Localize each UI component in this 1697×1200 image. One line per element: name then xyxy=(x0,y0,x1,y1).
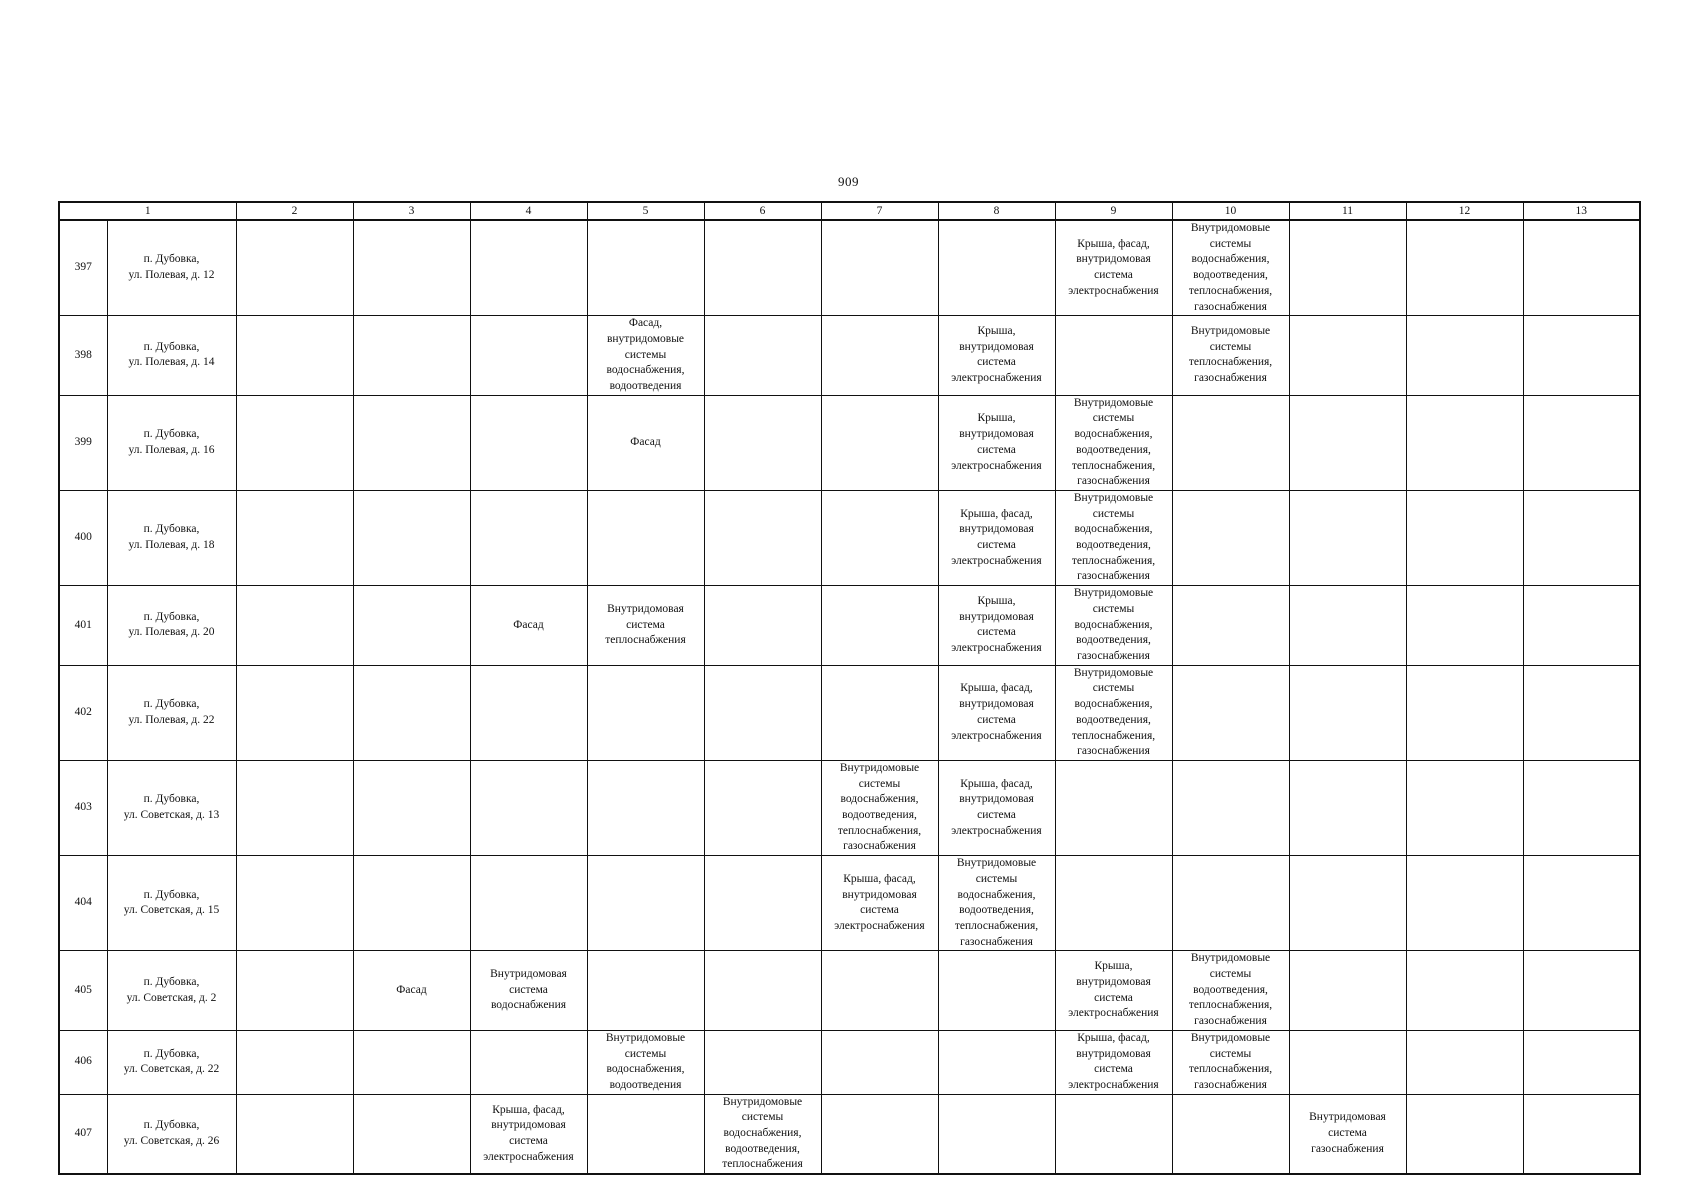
address-cell: п. Дубовка, ул. Полевая, д. 14 xyxy=(107,316,236,396)
work-cell xyxy=(821,220,938,316)
work-cell xyxy=(1523,586,1640,666)
work-cell: Внутридомовые системы водоснабжения, водоотведения, теплоснабжения, газоснабжения xyxy=(938,856,1055,951)
work-cell: Крыша, фасад, внутридомовая система электроснабжения xyxy=(938,760,1055,855)
work-cell xyxy=(821,1094,938,1174)
work-cell xyxy=(1523,490,1640,585)
row-number: 403 xyxy=(59,760,107,855)
work-cell xyxy=(1289,951,1406,1031)
work-cell: Внутридомовые системы водоснабжения, водоотведения, газоснабжения xyxy=(1055,586,1172,666)
row-number: 397 xyxy=(59,220,107,316)
work-cell: Крыша, внутридомовая система электроснабжения xyxy=(938,316,1055,396)
work-cell xyxy=(353,665,470,760)
work-cell xyxy=(704,490,821,585)
work-cell xyxy=(1523,316,1640,396)
work-cell xyxy=(1406,951,1523,1031)
table-row xyxy=(59,760,1640,855)
work-cell xyxy=(1289,1030,1406,1094)
work-cell xyxy=(236,586,353,666)
work-cell xyxy=(1172,586,1289,666)
address-cell: п. Дубовка, ул. Полевая, д. 20 xyxy=(107,586,236,666)
column-header: 7 xyxy=(821,202,938,220)
work-cell xyxy=(587,1094,704,1174)
work-cell xyxy=(1406,856,1523,951)
table-row xyxy=(59,316,1640,396)
column-header: 2 xyxy=(236,202,353,220)
work-cell xyxy=(821,395,938,490)
work-cell xyxy=(236,665,353,760)
work-cell xyxy=(1523,856,1640,951)
work-cell xyxy=(938,220,1055,316)
work-cell xyxy=(1406,316,1523,396)
work-cell xyxy=(353,1030,470,1094)
work-cell xyxy=(1055,316,1172,396)
work-cell: Крыша, внутридомовая система электроснабжения xyxy=(1055,951,1172,1031)
work-cell xyxy=(1289,856,1406,951)
address-cell: п. Дубовка, ул. Полевая, д. 18 xyxy=(107,490,236,585)
row-number: 398 xyxy=(59,316,107,396)
work-cell: Крыша, фасад, внутридомовая система электроснабжения xyxy=(938,665,1055,760)
work-cell xyxy=(353,760,470,855)
work-cell xyxy=(1289,665,1406,760)
work-cell xyxy=(1172,490,1289,585)
work-cell xyxy=(1523,951,1640,1031)
row-number: 405 xyxy=(59,951,107,1031)
column-header: 9 xyxy=(1055,202,1172,220)
column-header: 8 xyxy=(938,202,1055,220)
page-number: 909 xyxy=(838,174,859,189)
table-body xyxy=(59,202,1640,1174)
work-cell: Внутридомовые системы водоснабжения, водоотведения, теплоснабжения, газоснабжения xyxy=(821,760,938,855)
address-cell: п. Дубовка, ул. Советская, д. 22 xyxy=(107,1030,236,1094)
work-cell: Фасад xyxy=(353,951,470,1031)
table-row xyxy=(59,856,1640,951)
work-cell xyxy=(1523,665,1640,760)
work-cell xyxy=(1523,220,1640,316)
work-cell xyxy=(470,1030,587,1094)
work-cell xyxy=(704,665,821,760)
work-cell xyxy=(353,586,470,666)
work-cell: Внутридомовая система газоснабжения xyxy=(1289,1094,1406,1174)
work-cell: Внутридомовые системы водоснабжения, водоотведения, теплоснабжения, газоснабжения xyxy=(1172,220,1289,316)
column-header: 13 xyxy=(1523,202,1640,220)
work-cell xyxy=(1289,316,1406,396)
work-cell xyxy=(1523,760,1640,855)
work-cell xyxy=(1289,490,1406,585)
work-cell xyxy=(353,316,470,396)
column-header: 3 xyxy=(353,202,470,220)
work-cell xyxy=(1289,760,1406,855)
work-cell xyxy=(821,316,938,396)
work-cell xyxy=(236,856,353,951)
work-cell xyxy=(1523,395,1640,490)
table-row xyxy=(59,665,1640,760)
work-cell: Крыша, фасад, внутридомовая система электроснабжения xyxy=(1055,220,1172,316)
table-row xyxy=(59,395,1640,490)
work-cell: Крыша, фасад, внутридомовая система электроснабжения xyxy=(470,1094,587,1174)
work-cell: Внутридомовая система теплоснабжения xyxy=(587,586,704,666)
table-row xyxy=(59,490,1640,585)
work-cell xyxy=(236,490,353,585)
work-cell xyxy=(587,220,704,316)
work-cell xyxy=(236,316,353,396)
work-cell xyxy=(1172,856,1289,951)
row-number: 400 xyxy=(59,490,107,585)
work-cell xyxy=(704,220,821,316)
work-cell xyxy=(1289,586,1406,666)
work-cell xyxy=(470,316,587,396)
work-cell xyxy=(353,856,470,951)
work-cell xyxy=(704,316,821,396)
work-cell xyxy=(704,395,821,490)
header-row xyxy=(59,202,1640,220)
work-cell xyxy=(704,760,821,855)
work-cell xyxy=(821,490,938,585)
work-cell xyxy=(236,1030,353,1094)
work-cell xyxy=(1523,1094,1640,1174)
work-cell xyxy=(1055,1094,1172,1174)
work-cell: Фасад xyxy=(470,586,587,666)
column-header: 10 xyxy=(1172,202,1289,220)
column-header: 1 xyxy=(59,202,236,220)
work-cell: Крыша, фасад, внутридомовая система электроснабжения xyxy=(1055,1030,1172,1094)
address-cell: п. Дубовка, ул. Полевая, д. 16 xyxy=(107,395,236,490)
row-number: 404 xyxy=(59,856,107,951)
work-cell xyxy=(1406,490,1523,585)
row-number: 402 xyxy=(59,665,107,760)
work-cell xyxy=(236,220,353,316)
work-cell xyxy=(1406,665,1523,760)
work-cell: Внутридомовые системы теплоснабжения, газоснабжения xyxy=(1172,316,1289,396)
work-cell xyxy=(236,760,353,855)
column-header: 4 xyxy=(470,202,587,220)
work-cell: Крыша, внутридомовая система электроснабжения xyxy=(938,395,1055,490)
work-cell xyxy=(470,760,587,855)
work-cell: Крыша, фасад, внутридомовая система электроснабжения xyxy=(938,490,1055,585)
column-header: 12 xyxy=(1406,202,1523,220)
table-row xyxy=(59,1030,1640,1094)
address-cell: п. Дубовка, ул. Советская, д. 26 xyxy=(107,1094,236,1174)
work-cell xyxy=(1406,1030,1523,1094)
row-number: 407 xyxy=(59,1094,107,1174)
work-cell xyxy=(1406,586,1523,666)
work-cell: Внутридомовые системы водоснабжения, водоотведения, теплоснабжения, газоснабжения xyxy=(1055,665,1172,760)
work-cell xyxy=(236,1094,353,1174)
work-cell: Внутридомовые системы водоотведения, теплоснабжения, газоснабжения xyxy=(1172,951,1289,1031)
work-cell xyxy=(704,856,821,951)
work-cell: Внутридомовые системы водоснабжения, водоотведения xyxy=(587,1030,704,1094)
work-cell xyxy=(236,395,353,490)
work-cell: Фасад xyxy=(587,395,704,490)
work-cell xyxy=(353,490,470,585)
work-cell xyxy=(821,586,938,666)
work-cell xyxy=(1172,760,1289,855)
work-cell xyxy=(821,665,938,760)
work-cell xyxy=(821,1030,938,1094)
work-cell xyxy=(587,951,704,1031)
work-cell xyxy=(587,665,704,760)
work-cell: Крыша, фасад, внутридомовая система электроснабжения xyxy=(821,856,938,951)
work-cell xyxy=(1406,760,1523,855)
work-cell xyxy=(938,1030,1055,1094)
address-cell: п. Дубовка, ул. Советская, д. 15 xyxy=(107,856,236,951)
column-header: 5 xyxy=(587,202,704,220)
work-cell: Внутридомовые системы водоснабжения, водоотведения, теплоснабжения, газоснабжения xyxy=(1055,490,1172,585)
work-cell: Внутридомовые системы водоснабжения, водоотведения, теплоснабжения xyxy=(704,1094,821,1174)
column-header: 11 xyxy=(1289,202,1406,220)
work-cell xyxy=(1172,395,1289,490)
work-cell xyxy=(587,760,704,855)
work-cell xyxy=(1289,395,1406,490)
work-cell: Внутридомовые системы водоснабжения, водоотведения, теплоснабжения, газоснабжения xyxy=(1055,395,1172,490)
table-row xyxy=(59,220,1640,316)
work-cell xyxy=(704,1030,821,1094)
work-cell xyxy=(704,586,821,666)
work-cell xyxy=(1406,395,1523,490)
work-cell xyxy=(353,220,470,316)
work-cell xyxy=(470,856,587,951)
work-cell xyxy=(470,220,587,316)
address-cell: п. Дубовка, ул. Полевая, д. 12 xyxy=(107,220,236,316)
row-number: 406 xyxy=(59,1030,107,1094)
work-cell xyxy=(470,395,587,490)
work-cell: Фасад, внутридомовые системы водоснабжения, водоотведения xyxy=(587,316,704,396)
work-cell xyxy=(1172,665,1289,760)
work-cell xyxy=(1289,220,1406,316)
work-cell xyxy=(470,490,587,585)
address-cell: п. Дубовка, ул. Советская, д. 2 xyxy=(107,951,236,1031)
work-cell xyxy=(1406,220,1523,316)
work-cell: Внутридомовая система водоснабжения xyxy=(470,951,587,1031)
work-cell: Крыша, внутридомовая система электроснабжения xyxy=(938,586,1055,666)
table-row xyxy=(59,586,1640,666)
work-cell xyxy=(938,1094,1055,1174)
work-cell xyxy=(704,951,821,1031)
work-cell xyxy=(236,951,353,1031)
address-cell: п. Дубовка, ул. Полевая, д. 22 xyxy=(107,665,236,760)
row-number: 401 xyxy=(59,586,107,666)
work-cell xyxy=(821,951,938,1031)
work-cell xyxy=(1523,1030,1640,1094)
table-row xyxy=(59,951,1640,1031)
work-cell xyxy=(1406,1094,1523,1174)
work-cell xyxy=(353,395,470,490)
work-cell xyxy=(1055,760,1172,855)
work-cell xyxy=(587,856,704,951)
table-row xyxy=(59,1094,1640,1174)
work-cell xyxy=(470,665,587,760)
work-cell xyxy=(1055,856,1172,951)
work-cell: Внутридомовые системы теплоснабжения, газоснабжения xyxy=(1172,1030,1289,1094)
work-cell xyxy=(587,490,704,585)
address-cell: п. Дубовка, ул. Советская, д. 13 xyxy=(107,760,236,855)
work-cell xyxy=(938,951,1055,1031)
row-number: 399 xyxy=(59,395,107,490)
repair-schedule-table xyxy=(58,201,1641,1175)
work-cell xyxy=(353,1094,470,1174)
column-header: 6 xyxy=(704,202,821,220)
work-cell xyxy=(1172,1094,1289,1174)
